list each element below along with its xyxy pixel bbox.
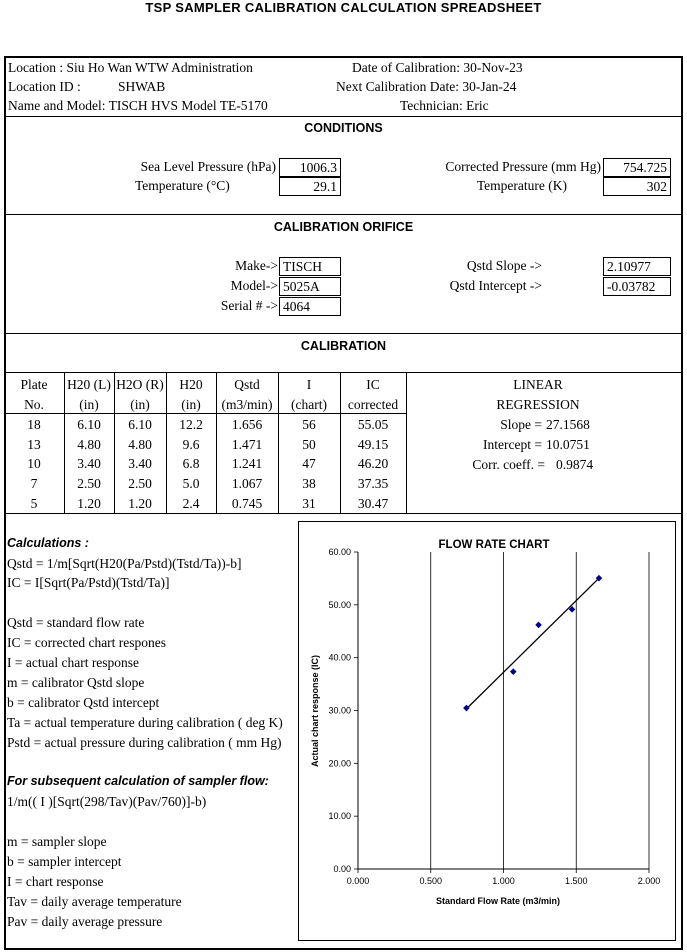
table-cell: 3.40 <box>77 456 101 472</box>
table-cell: 1.067 <box>231 476 263 492</box>
divider <box>4 333 683 334</box>
table-header-text: I <box>306 377 312 392</box>
definition-line: I = actual chart response <box>7 655 140 670</box>
subsequent-heading: For subsequent calculation of sampler flow: <box>7 774 269 788</box>
regression-corr-value: 0.9874 <box>556 457 594 472</box>
calibration-heading: CALIBRATION <box>300 339 387 353</box>
temperature-c-label: Temperature (°C) <box>135 178 230 193</box>
formula-ic: IC = I[Sqrt(Pa/Pstd)(Tstd/Ta)] <box>7 575 170 590</box>
table-cell: 6.8 <box>182 456 200 472</box>
regression-heading: LINEAR REGRESSION <box>496 377 580 412</box>
chart-y-axis-label: Actual chart response (IC) <box>310 654 320 768</box>
corrected-pressure-value: 754.725 <box>603 158 671 177</box>
table-cell: 12.2 <box>179 417 203 432</box>
subsequent-definition-line: Tav = daily average temperature <box>7 894 182 909</box>
table-header-text: Qstd <box>234 377 260 392</box>
table-cell: 55.05 <box>357 417 389 432</box>
qstd-slope-label: Qstd Slope -> <box>466 258 542 273</box>
location: Location : Siu Ho Wan WTW Administration <box>8 60 253 75</box>
x-tick-label: 0.500 <box>419 876 443 886</box>
table-header-cell <box>166 377 216 413</box>
table-cell: 46.20 <box>357 456 389 472</box>
next-calibration-date: Next Calibration Date: 30-Jan-24 <box>336 79 517 94</box>
divider <box>4 116 683 117</box>
regression-intercept-label: Intercept = <box>483 437 542 452</box>
subsequent-definition-line: Pav = daily average pressure <box>7 914 163 929</box>
qstd-intercept-value: -0.03782 <box>603 277 671 296</box>
regression-slope-value: 27.1568 <box>546 417 590 432</box>
table-cell: 5.0 <box>182 476 200 492</box>
make-value: TISCH <box>279 257 341 276</box>
table-header-text: Plate <box>20 377 48 392</box>
x-tick-label: 2.000 <box>637 876 661 886</box>
y-tick-label: 10.00 <box>328 811 351 822</box>
make-label: Make-> <box>235 258 278 273</box>
temperature-k-label: Temperature (K) <box>476 178 567 193</box>
corrected-pressure-label: Corrected Pressure (mm Hg) <box>445 159 601 174</box>
subsequent-definition-line: m = sampler slope <box>7 834 107 849</box>
table-cell: 50 <box>302 436 316 452</box>
regression-intercept-value: 10.0751 <box>546 437 590 452</box>
table-cell: 49.15 <box>357 436 389 452</box>
definition-line: b = calibrator Qstd intercept <box>7 695 160 710</box>
table-cell: 10 <box>27 456 41 472</box>
table-header-cell <box>4 377 64 413</box>
conditions-heading: CONDITIONS <box>304 121 383 135</box>
definition-line: Ta = actual temperature during calibration ( deg K) <box>7 715 283 730</box>
temperature-c-value: 29.1 <box>279 177 341 196</box>
page-title: TSP SAMPLER CALIBRATION CALCULATION SPREADSHEET <box>145 0 542 15</box>
serial-value: 4064 <box>279 297 341 316</box>
temperature-k-value: 302 <box>603 177 671 196</box>
table-cell: 37.35 <box>357 476 389 492</box>
table-cell: 1.241 <box>231 456 263 472</box>
table-cell: 4.80 <box>128 436 152 452</box>
location-id-label: Location ID : <box>8 79 81 94</box>
table-header-text: (chart) <box>291 397 327 412</box>
table-cell: 38 <box>302 476 316 492</box>
chart-x-axis-label: Standard Flow Rate (m3/min) <box>435 896 561 906</box>
orifice-heading: CALIBRATION ORIFICE <box>273 220 414 234</box>
table-header-cell <box>114 377 166 413</box>
x-tick-label: 1.000 <box>492 876 515 886</box>
table-header-text: (in) <box>79 397 99 412</box>
table-cell: 2.50 <box>77 476 101 492</box>
subsequent-definition-line: b = sampler intercept <box>7 854 122 869</box>
definition-line: Qstd = standard flow rate <box>7 615 145 630</box>
table-cell: 3.40 <box>128 456 152 472</box>
chart-title: FLOW RATE CHART <box>438 539 550 551</box>
table-header-text: (in) <box>130 397 150 412</box>
y-tick-label: 60.00 <box>328 547 351 557</box>
location-id: SHWAB <box>118 79 166 94</box>
table-header-text: (in) <box>181 397 201 412</box>
table-cell: 0.745 <box>231 495 263 511</box>
y-tick-label: 50.00 <box>328 599 351 610</box>
definition-line: m = calibrator Qstd slope <box>7 675 145 690</box>
definition-line: Pstd = actual pressure during calibration ( mm Hg) <box>7 735 282 750</box>
table-header-text: H2O (R) <box>116 377 164 392</box>
y-tick-label: 40.00 <box>328 652 351 663</box>
subsequent-formula: 1/m(( I )[Sqrt(298/Tav)(Pav/760)]-b) <box>7 794 207 809</box>
table-cell: 6.10 <box>77 417 101 432</box>
table-cell: 4.80 <box>77 436 101 452</box>
table-cell: 6.10 <box>128 417 152 432</box>
formula-qstd: Qstd = 1/m[Sqrt(H20(Pa/Pstd)(Tstd/Ta))-b] <box>7 556 242 571</box>
table-cell: 31 <box>302 495 316 511</box>
sea-level-pressure-label: Sea Level Pressure (hPa) <box>140 159 276 174</box>
divider <box>4 372 683 373</box>
table-header-cell <box>216 377 278 413</box>
flow-rate-chart <box>298 521 676 941</box>
table-header-cell <box>340 377 406 413</box>
x-tick-label: 1.500 <box>564 876 588 886</box>
table-cell: 9.6 <box>182 436 200 452</box>
table-cell: 56 <box>302 417 316 432</box>
table-cell: 13 <box>27 436 41 452</box>
table-cell: 18 <box>27 417 41 432</box>
calculations-heading: Calculations : <box>7 536 89 550</box>
y-tick-label: 20.00 <box>328 758 351 769</box>
table-cell: 2.50 <box>128 476 152 492</box>
table-header-text: corrected <box>347 397 399 412</box>
regression-slope-label: Slope = <box>500 417 542 432</box>
x-tick-label: 0.000 <box>346 876 370 886</box>
serial-label: Serial # -> <box>220 298 278 313</box>
name-model: Name and Model: TISCH HVS Model TE-5170 <box>8 98 268 113</box>
model-label: Model-> <box>230 278 278 293</box>
table-header-text: H20 (L) <box>67 377 111 392</box>
table-cell: 47 <box>302 456 316 472</box>
table-cell: 1.471 <box>231 436 263 452</box>
divider <box>4 214 683 215</box>
table-cell: 30.47 <box>357 495 389 511</box>
qstd-intercept-label: Qstd Intercept -> <box>449 278 542 293</box>
date-of-calibration: Date of Calibration: 30-Nov-23 <box>352 60 523 75</box>
subsequent-definition-line: I = chart response <box>7 874 104 889</box>
qstd-slope-value: 2.10977 <box>603 257 671 276</box>
table-cell: 2.4 <box>182 495 200 511</box>
model-value: 5025A <box>279 277 341 296</box>
table-header-text: IC <box>366 377 380 392</box>
table-cell: 1.20 <box>77 495 101 511</box>
table-header-rule <box>4 413 406 414</box>
table-header-cell <box>64 377 114 413</box>
table-cell: 1.656 <box>231 417 263 432</box>
table-cell: 1.20 <box>128 495 152 511</box>
table-header-cell <box>278 377 340 413</box>
table-cell: 7 <box>30 476 38 492</box>
table-column-divider <box>406 373 407 513</box>
table-header-text: H20 <box>179 377 203 392</box>
y-tick-label: 0.00 <box>333 864 351 874</box>
y-tick-label: 30.00 <box>328 705 351 716</box>
definition-line: IC = corrected chart respones <box>7 635 167 650</box>
divider <box>4 513 683 514</box>
technician: Technician: Eric <box>400 98 489 113</box>
sea-level-pressure-value: 1006.3 <box>279 158 341 177</box>
table-header-text: No. <box>24 397 44 412</box>
table-cell: 5 <box>30 495 38 511</box>
regression-corr-label: Corr. coeff. = <box>472 457 545 472</box>
table-header-text: (m3/min) <box>221 397 273 412</box>
